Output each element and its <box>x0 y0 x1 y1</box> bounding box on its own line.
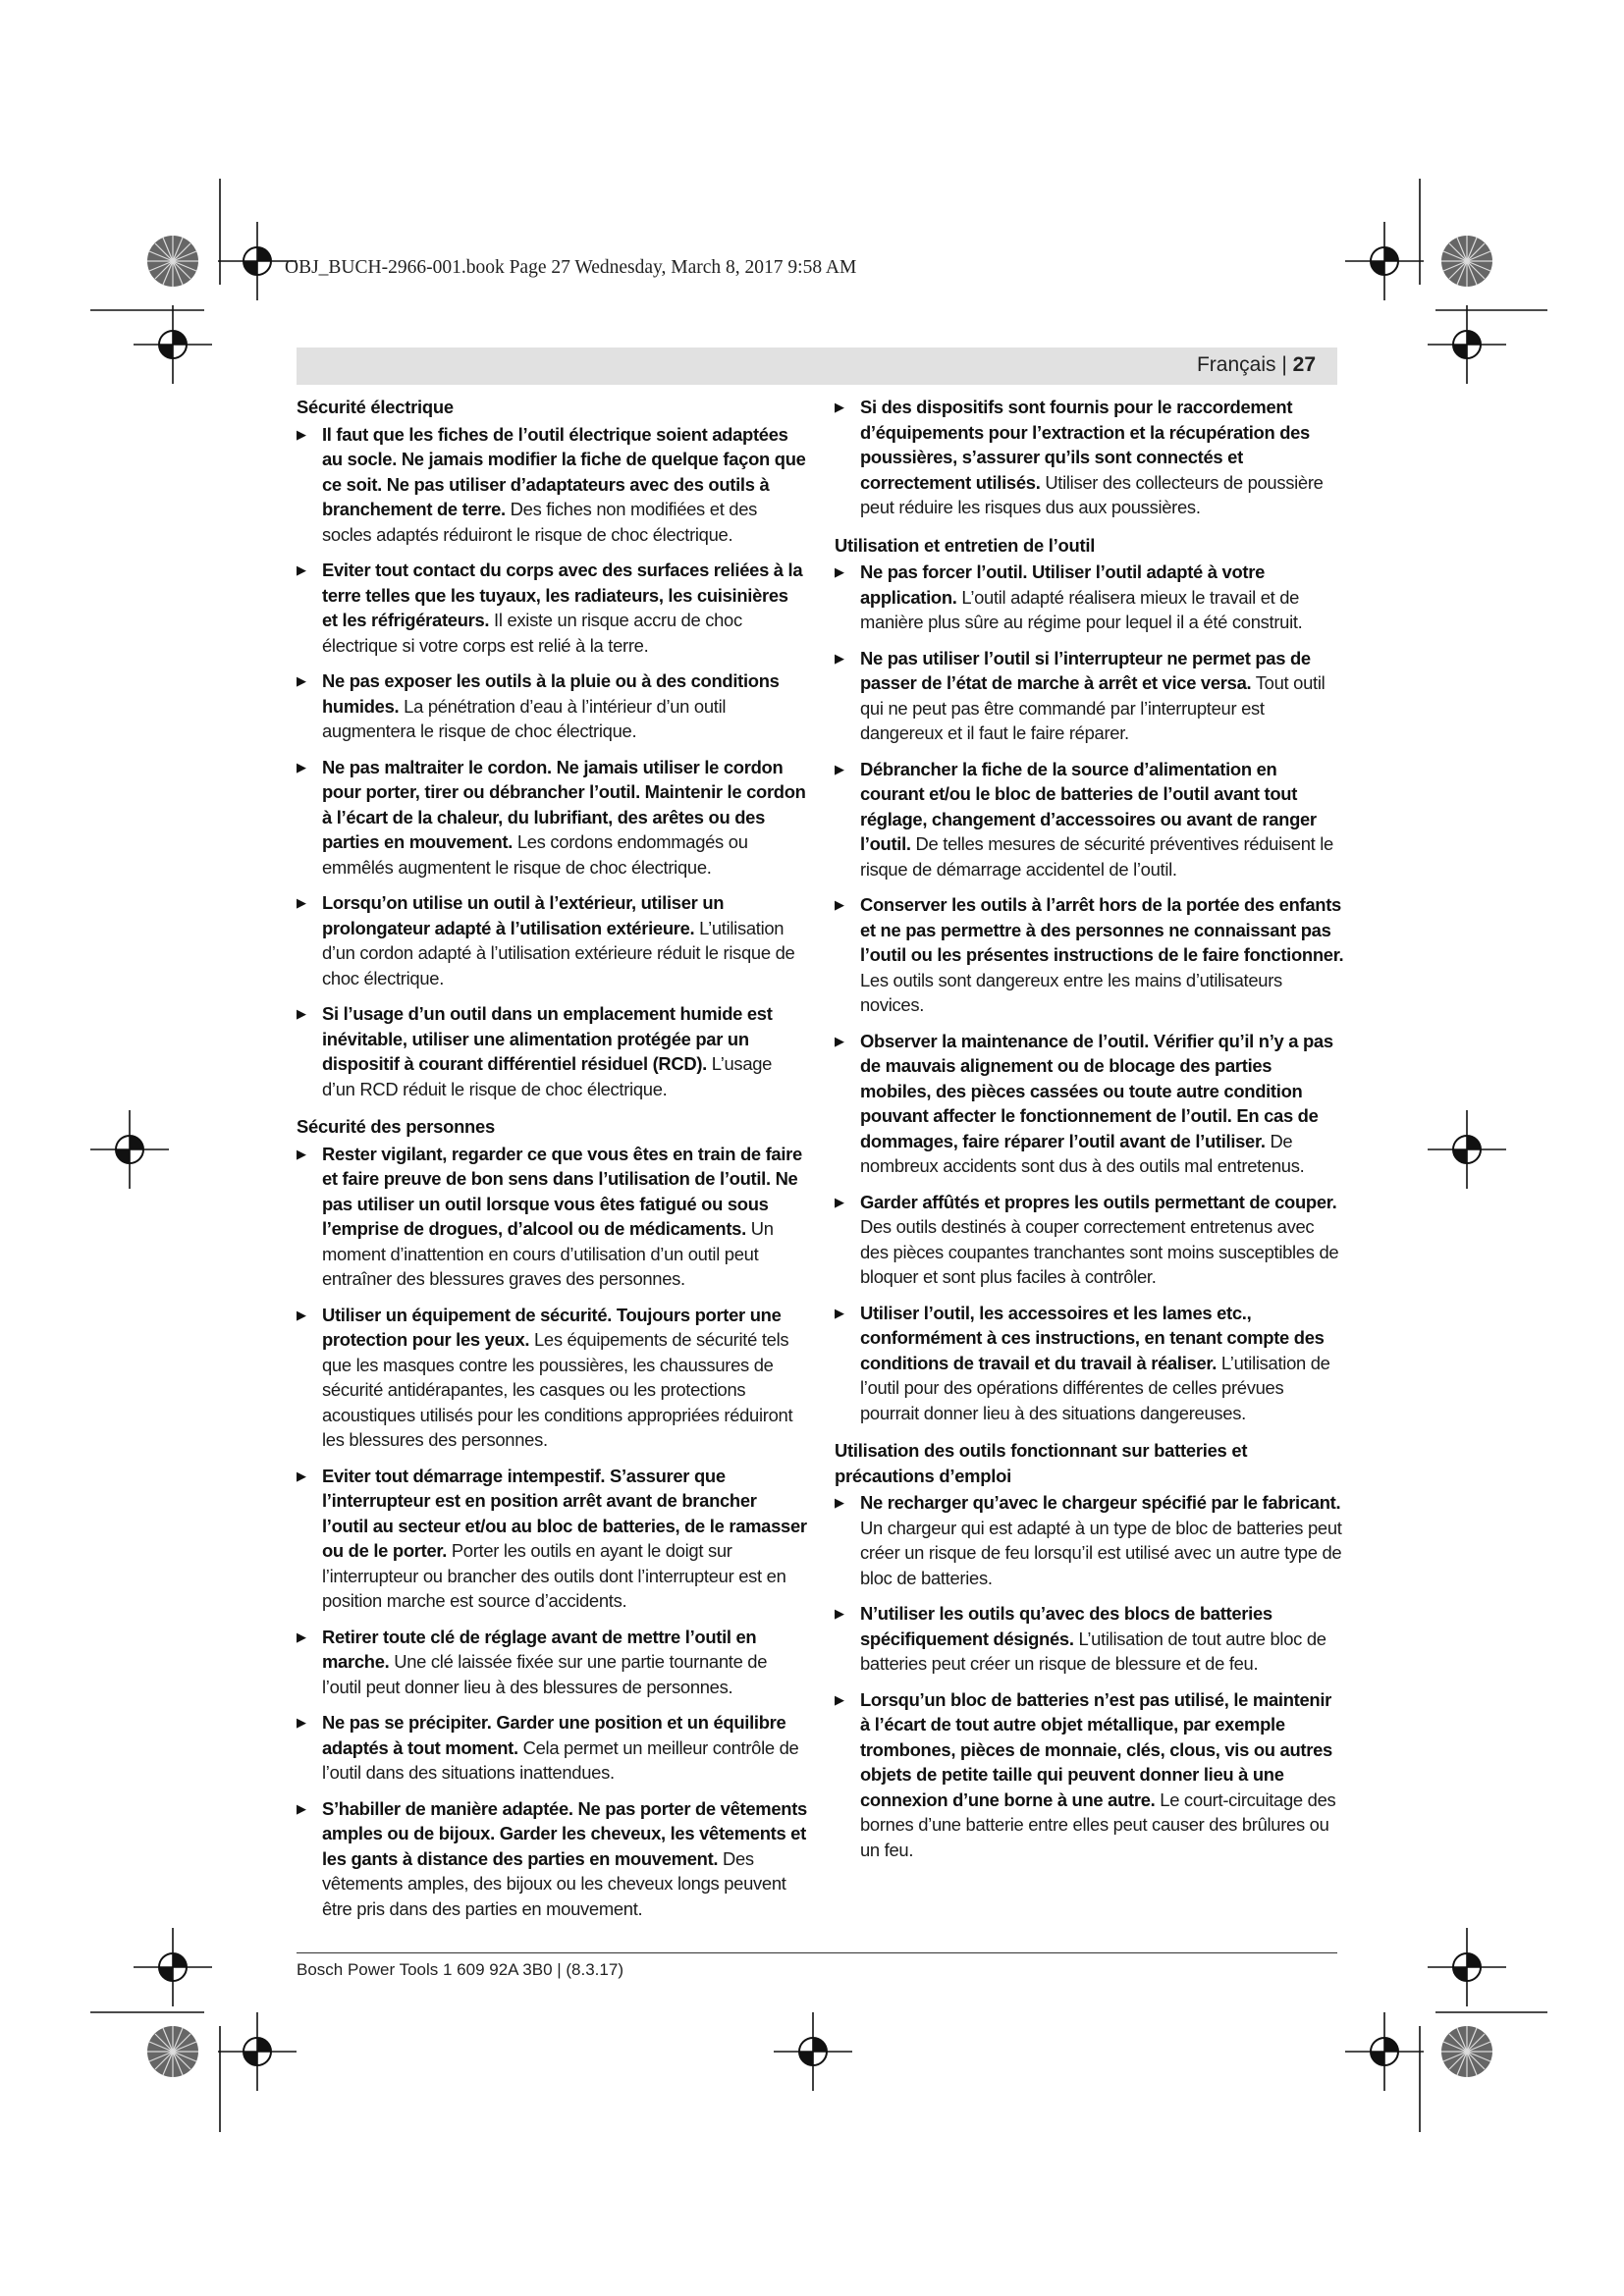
bullet-arrow-icon: ▶ <box>297 426 306 442</box>
bullet-arrow-icon: ▶ <box>835 400 844 414</box>
instruction-bold: Observer la maintenance de l’outil. Vérifier qu’il n’y a pas de mauvais alignement ou de blocage des parties mobiles, des pièces cassées ou toute autre condition pouvant affecter le fonctionnement de l’outil. En cas de dommages, faire réparer l’outil avant de l’utiliser. <box>860 1030 1333 1151</box>
safety-instruction <box>835 560 1345 635</box>
instruction-bold: Ne pas se précipiter. Garder une position et un équilibre adaptés à tout moment. <box>322 1712 786 1758</box>
instruction-explanation: Utiliser des collecteurs de poussière peut réduire les risques dus aux poussières. <box>860 471 1324 517</box>
instruction-bold: Utiliser l’outil, les accessoires et les lames etc., conformément à ces instructions, en tenant compte des conditions de travail et du travail à réaliser. <box>860 1302 1325 1373</box>
instruction-bold: Garder affûtés et propres les outils permettant de couper. <box>860 1191 1337 1212</box>
instruction-bold: Si des dispositifs sont fournis pour le raccordement d’équipements pour l’extraction et la récupération des poussières, s’assurer qu’ils sont connectés et correctement utilisés. <box>860 397 1310 493</box>
bullet-arrow-icon: ▶ <box>297 1307 306 1322</box>
section-heading: Utilisation des outils fonctionnant sur batteries et précautions d’emploi <box>835 1440 1248 1486</box>
instruction-bold: Ne pas forcer l’outil. Utiliser l’outil adapté à votre application. <box>860 561 1265 608</box>
instruction-explanation: Les cordons endommagés ou emmêlés augmentent le risque de choc électrique. <box>322 831 748 878</box>
safety-instruction <box>835 395 1345 520</box>
safety-instruction <box>835 1687 1345 1863</box>
bullet-arrow-icon: ▶ <box>835 1495 844 1510</box>
safety-instruction <box>835 757 1345 882</box>
header-separator: | <box>1275 353 1293 376</box>
instruction-bold: Lorsqu’un bloc de batteries n’est pas utilisé, le maintenir à l’écart de tout autre objet métallique, par exemple trombones, pièces de monnaie, clés, clous, vis ou autres objets de petite taille qui peuvent donner lieu à une connexion d’une borne à une autre. <box>860 1688 1332 1810</box>
instruction-explanation: Tout outil qui ne peut pas être commandé par l’interrupteur est dangereux et il faut le faire réparer. <box>860 672 1326 743</box>
safety-instruction <box>297 1001 807 1101</box>
instruction-bold: Eviter tout contact du corps avec des surfaces reliées à la terre telles que les tuyaux, les radiateurs, les cuisinières et les réfrigérateurs. <box>322 560 803 630</box>
instruction-bold: Utiliser un équipement de sécurité. Toujours porter une protection pour les yeux. <box>322 1304 782 1350</box>
instruction-explanation: Un chargeur qui est adapté à un type de bloc de batteries peut créer un risque de feu lorsqu’il est utilisé avec un autre type de bloc de batteries. <box>860 1517 1342 1588</box>
header-language: Français <box>1196 353 1276 376</box>
bullet-arrow-icon: ▶ <box>297 562 306 577</box>
instruction-bold: Il faut que les fiches de l’outil électrique soient adaptées au socle. Ne jamais modifier la fiche de quelque façon que ce soit. Ne pas utiliser d’adaptateurs avec des outils à branchement de terre. <box>322 423 806 519</box>
instruction-bold: Eviter tout démarrage intempestif. S’assurer que l’interrupteur est en position arrêt avant de brancher l’outil au secteur et/ou au bloc de batteries, de le ramasser ou de le porter. <box>322 1465 807 1561</box>
instruction-explanation: L’utilisation de tout autre bloc de batteries peut créer un risque de blessure et de feu. <box>860 1628 1326 1674</box>
bullet-arrow-icon: ▶ <box>297 1146 306 1161</box>
footer-imprint: Bosch Power Tools 1 609 92A 3B0 | (8.3.17) <box>297 1960 623 1979</box>
safety-instruction <box>297 668 807 744</box>
bullet-arrow-icon: ▶ <box>297 673 306 688</box>
instruction-explanation: De telles mesures de sécurité préventives réduisent le risque de démarrage accidentel de l’outil. <box>860 833 1333 880</box>
instruction-explanation: L’utilisation de l’outil pour des opérations différentes de celles prévues pourrait donner lieu à des situations dangereuses. <box>860 1352 1330 1423</box>
bullet-arrow-icon: ▶ <box>297 895 306 910</box>
instruction-bold: N’utiliser les outils qu’avec des blocs de batteries spécifiquement désignés. <box>860 1603 1272 1649</box>
bullet-arrow-icon: ▶ <box>835 564 844 579</box>
page-number: 27 <box>1292 353 1316 376</box>
instruction-explanation: De nombreux accidents sont dus à des outils mal entretenus. <box>860 1130 1305 1176</box>
bullet-arrow-icon: ▶ <box>835 1194 844 1209</box>
bullet-arrow-icon: ▶ <box>835 1691 844 1707</box>
section-heading: Sécurité des personnes <box>297 1116 495 1137</box>
bullet-arrow-icon: ▶ <box>297 1468 306 1483</box>
bullet-arrow-icon: ▶ <box>835 1606 844 1621</box>
bullet-arrow-icon: ▶ <box>297 1800 306 1816</box>
footer-rule <box>297 1952 1337 1953</box>
instruction-bold: Ne recharger qu’avec le chargeur spécifié par le fabricant. <box>860 1492 1341 1513</box>
safety-instruction <box>835 1190 1345 1290</box>
safety-instruction <box>835 1301 1345 1426</box>
bullet-arrow-icon: ▶ <box>297 759 306 774</box>
safety-instruction <box>835 1601 1345 1677</box>
instruction-bold: Lorsqu’on utilise un outil à l’extérieur, utiliser un prolongateur adapté à l’utilisation extérieure. <box>322 892 725 938</box>
instruction-explanation: Il existe un risque accru de choc électrique si votre corps est relié à la terre. <box>322 610 742 656</box>
safety-instruction <box>835 646 1345 746</box>
safety-instruction <box>297 1796 807 1922</box>
safety-instruction <box>835 1490 1345 1590</box>
section-heading: Utilisation et entretien de l’outil <box>835 534 1096 556</box>
section-heading: Sécurité électrique <box>297 397 454 417</box>
bullet-arrow-icon: ▶ <box>835 1305 844 1320</box>
safety-instruction <box>297 1625 807 1700</box>
bullet-arrow-icon: ▶ <box>835 650 844 666</box>
right-column <box>835 395 1345 1873</box>
safety-instruction <box>835 892 1345 1018</box>
instruction-explanation: Les outils sont dangereux entre les mains d’utilisateurs novices. <box>860 969 1282 1015</box>
instruction-bold: S’habiller de manière adaptée. Ne pas porter de vêtements amples ou de bijoux. Garder les cheveux, les vêtements et les gants à distance des parties en mouvement. <box>322 1797 807 1869</box>
instruction-explanation: La pénétration d’eau à l’intérieur d’un outil augmentera le risque de choc électrique. <box>322 695 727 741</box>
page-header-label <box>1197 353 1316 377</box>
instruction-explanation: Le court-circuitage des bornes d’une batterie entre elles peut causer des brûlures ou un feu. <box>860 1789 1336 1860</box>
bullet-arrow-icon: ▶ <box>297 1629 306 1644</box>
left-column <box>297 395 807 1932</box>
bullet-arrow-icon: ▶ <box>835 1033 844 1048</box>
bullet-arrow-icon: ▶ <box>835 761 844 776</box>
safety-instruction <box>297 558 807 658</box>
safety-instruction <box>297 890 807 990</box>
instruction-bold: Débrancher la fiche de la source d’alimentation en courant et/ou le bloc de batteries de l’outil avant tout réglage, changement d’accessoires ou avant de ranger l’outil. <box>860 758 1317 854</box>
safety-instruction <box>297 1710 807 1786</box>
instruction-bold: Retirer toute clé de réglage avant de mettre l’outil en marche. <box>322 1626 757 1672</box>
bullet-arrow-icon: ▶ <box>297 1006 306 1021</box>
bullet-arrow-icon: ▶ <box>297 1715 306 1730</box>
safety-instruction <box>297 1464 807 1614</box>
safety-instruction <box>297 755 807 881</box>
instruction-bold: Ne pas exposer les outils à la pluie ou à des conditions humides. <box>322 670 780 717</box>
safety-instruction <box>297 422 807 548</box>
file-slug: OBJ_BUCH-2966-001.book Page 27 Wednesday, March 8, 2017 9:58 AM <box>285 257 857 278</box>
instruction-explanation: Un moment d’inattention en cours d’utilisation d’un outil peut entraîner des blessures graves des personnes. <box>322 1218 774 1289</box>
instruction-explanation: L’outil adapté réalisera mieux le travail et de manière plus sûre au régime pour lequel il a été construit. <box>860 586 1303 632</box>
safety-instruction <box>297 1142 807 1292</box>
instruction-explanation: Une clé laissée fixée sur une partie tournante de l’outil peut donner lieu à des blessures de personnes. <box>322 1651 768 1697</box>
instruction-bold: Ne pas maltraiter le cordon. Ne jamais utiliser le cordon pour porter, tirer ou débrancher l’outil. Maintenir le cordon à l’écart de la chaleur, du lubrifiant, des arêtes ou des parties en mouvement. <box>322 756 806 852</box>
page-header <box>297 347 1337 385</box>
safety-instruction <box>297 1303 807 1453</box>
instruction-explanation: L’usage d’un RCD réduit le risque de choc électrique. <box>322 1053 773 1099</box>
instruction-explanation: Des outils destinés à couper correctement entretenus avec des pièces coupantes tranchantes sont moins susceptibles de bloquer et sont plus faciles à contrôler. <box>860 1216 1339 1287</box>
instruction-explanation: Porter les outils en ayant le doigt sur l’interrupteur ou brancher des outils dont l’interrupteur est en position marche est source d’accidents. <box>322 1540 786 1611</box>
instruction-bold: Si l’usage d’un outil dans un emplacement humide est inévitable, utiliser une alimentation protégée par un dispositif à courant différentiel résiduel (RCD). <box>322 1003 773 1074</box>
instruction-explanation: Cela permet un meilleur contrôle de l’outil dans des situations inattendues. <box>322 1736 799 1783</box>
instruction-bold: Ne pas utiliser l’outil si l’interrupteur ne permet pas de passer de l’état de marche à arrêt et vice versa. <box>860 647 1311 693</box>
instruction-explanation: L’utilisation d’un cordon adapté à l’utilisation extérieure réduit le risque de choc électrique. <box>322 917 795 988</box>
instruction-explanation: Les équipements de sécurité tels que les masques contre les poussières, les chaussures de sécurité antidérapantes, les casques ou les protections acoustiques utilisés pour les conditions appropriées réduiront les blessures des personnes. <box>322 1329 793 1450</box>
bullet-arrow-icon: ▶ <box>835 897 844 912</box>
safety-instruction <box>835 1029 1345 1179</box>
instruction-bold: Conserver les outils à l’arrêt hors de la portée des enfants et ne pas permettre à des personnes ne connaissant pas l’outil ou les présentes instructions de le faire fonctionner. <box>860 894 1344 965</box>
instruction-bold: Rester vigilant, regarder ce que vous êtes en train de faire et faire preuve de bon sens dans l’utilisation de l’outil. Ne pas utiliser un outil lorsque vous êtes fatigué ou sous l’emprise de drogues, d’alcool ou de médicaments. <box>322 1143 802 1239</box>
instruction-explanation: Des vêtements amples, des bijoux ou les cheveux longs peuvent être pris dans des parties en mouvement. <box>322 1847 786 1919</box>
instruction-explanation: Des fiches non modifiées et des socles adaptés réduiront le risque de choc électrique. <box>322 499 758 545</box>
